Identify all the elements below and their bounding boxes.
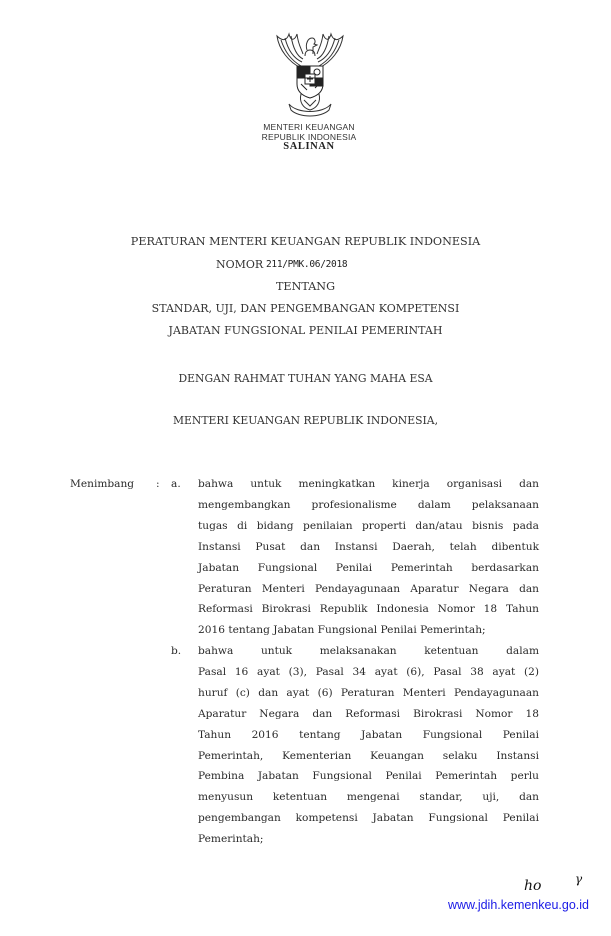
subject-line-1: STANDAR, UJI, DAN PENGEMBANGAN KOMPETENSI <box>151 302 460 315</box>
subject-line-2: JABATAN FUNGSIONAL PENILAI PEMERINTAH <box>168 324 443 337</box>
office-title-line1: MENTERI KEUANGAN <box>263 122 355 132</box>
regulation-title: PERATURAN MENTERI KEUANGAN REPUBLIK INDONESIA <box>130 235 481 248</box>
invocation: DENGAN RAHMAT TUHAN YANG MAHA ESA <box>178 372 433 385</box>
text-line: tugas di bidang penilaian properti dan/atau bisnis pada <box>198 519 539 532</box>
paraf-initial-2: γ <box>575 872 583 886</box>
text-line: Pasal 16 ayat (3), Pasal 34 ayat (6), Pasal 38 ayat (2) <box>198 665 539 678</box>
item-b-letter: b. <box>171 645 182 657</box>
office-title-line2: REPUBLIK INDONESIA <box>261 132 357 142</box>
menimbang-colon: : <box>156 478 160 490</box>
tentang-label: TENTANG <box>275 280 336 293</box>
text-line: menyusun ketentuan mengenai standar, uji, dan <box>198 791 539 804</box>
issuer: MENTERI KEUANGAN REPUBLIK INDONESIA, <box>172 414 439 427</box>
text-line: bahwa untuk meningkatkan kinerja organisasi dan <box>198 478 539 490</box>
item-a-letter: a. <box>171 478 181 490</box>
item-a-text <box>198 474 539 641</box>
text-line: huruf (c) dan ayat (6) Peraturan Menteri Pendayagunaan <box>198 686 539 699</box>
text-line: pengembangan kompetensi Jabatan Fungsional Penilai <box>198 812 539 825</box>
nomor-label: NOMOR <box>216 258 264 271</box>
nomor-value: 211/PMK.06/2018 <box>266 259 348 270</box>
text-line: 2016 tentang Jabatan Fungsional Penilai Pemerintah; <box>198 624 486 637</box>
item-b-text <box>198 641 539 850</box>
garuda-pancasila-emblem-icon <box>271 28 349 120</box>
menimbang-label: Menimbang <box>70 478 135 490</box>
jdih-website-link[interactable]: www.jdih.kemenkeu.go.id <box>447 898 589 912</box>
text-line: Pemerintah, Kementerian Keuangan selaku Instansi <box>198 749 539 762</box>
text-line: Instansi Pusat dan Instansi Daerah, telah dibentuk <box>198 540 539 553</box>
salinan-stamp: SALINAN <box>283 141 335 152</box>
text-line: Jabatan Fungsional Penilai Pemerintah berdasarkan <box>198 561 539 574</box>
text-line: Pembina Jabatan Fungsional Penilai Pemerintah perlu <box>198 770 539 783</box>
paraf-initial-1: ho <box>524 878 542 894</box>
text-line: mengembangkan profesionalisme dalam pelaksanaan <box>198 498 539 511</box>
text-line: Reformasi Birokrasi Republik Indonesia Nomor 18 Tahun <box>198 603 539 616</box>
text-line: Pemerintah; <box>198 833 264 846</box>
regulation-number <box>0 258 611 274</box>
text-line: Aparatur Negara dan Reformasi Birokrasi Nomor 18 <box>198 707 539 720</box>
text-line: bahwa untuk melaksanakan ketentuan dalam <box>198 645 539 657</box>
text-line: Tahun 2016 tentang Jabatan Fungsional Penilai <box>198 728 539 741</box>
text-line: Peraturan Menteri Pendayagunaan Aparatur Negara dan <box>198 582 539 595</box>
